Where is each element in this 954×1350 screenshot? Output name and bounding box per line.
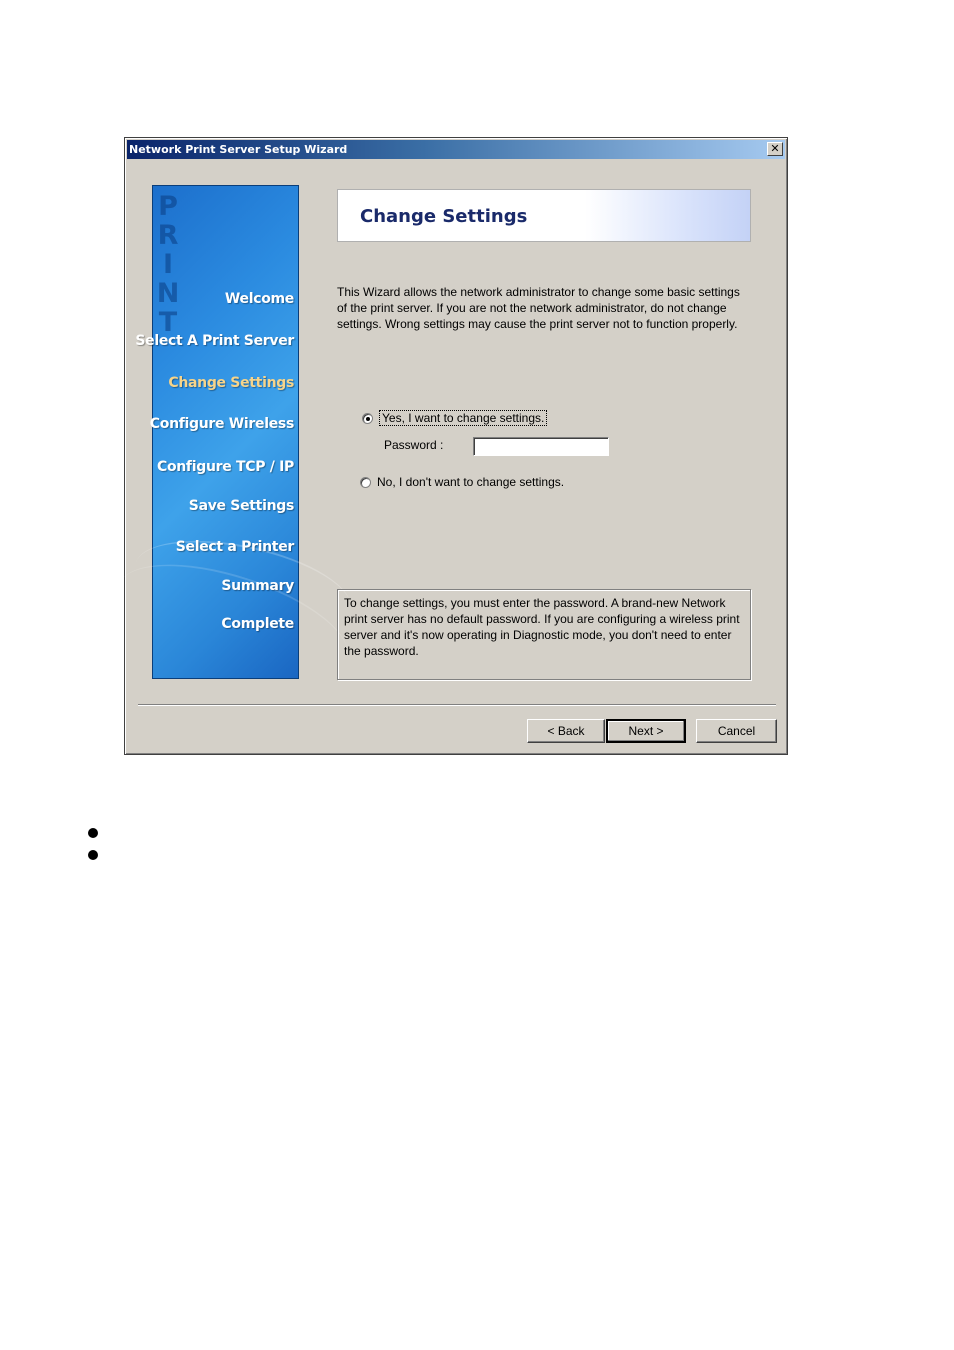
bullet-point [88, 850, 98, 860]
step-select-printer: Select a Printer [175, 539, 294, 555]
divider [138, 704, 776, 706]
watermark-letter: P [158, 191, 178, 222]
step-summary: Summary [221, 578, 294, 594]
wizard-window [124, 137, 788, 755]
next-button[interactable]: Next > [606, 719, 686, 743]
watermark-letter: R [157, 220, 179, 251]
cancel-button[interactable]: Cancel [696, 719, 777, 743]
page-header [337, 189, 751, 242]
radio-yes-label[interactable]: Yes, I want to change settings. [379, 410, 547, 426]
step-welcome: Welcome [224, 291, 294, 307]
radio-no[interactable] [360, 477, 371, 488]
print-watermark [153, 192, 183, 337]
info-box: To change settings, you must enter the password. A brand-new Network print server has no default password. If you are configuring a wireless print server and it's now operating in Diagnostic mode, you don't need to enter the password. [337, 589, 751, 680]
close-icon[interactable]: ✕ [767, 142, 783, 156]
step-configure-tcpip: Configure TCP / IP [156, 459, 294, 475]
watermark-letter: N [156, 278, 180, 309]
step-save-settings: Save Settings [188, 498, 294, 514]
step-complete: Complete [221, 616, 294, 632]
title-bar[interactable] [127, 140, 785, 159]
password-label: Password : [384, 438, 444, 452]
page-title: Change Settings [360, 206, 528, 227]
back-button[interactable]: < Back [527, 719, 605, 743]
step-change-settings: Change Settings [168, 375, 294, 391]
step-select-print-server: Select A Print Server [135, 333, 294, 349]
change-settings-no-option[interactable] [360, 475, 564, 489]
change-settings-yes-option[interactable] [362, 410, 547, 426]
watermark-letter: T [158, 307, 178, 338]
intro-description: This Wizard allows the network administrator to change some basic settings of the print server. If you are not the network administrator, do not change settings. Wrong settings may cause the print server not to function properly. [337, 285, 740, 331]
password-field[interactable] [473, 437, 609, 456]
bullet-point [88, 828, 98, 838]
step-configure-wireless: Configure Wireless [149, 416, 294, 432]
radio-no-label[interactable]: No, I don't want to change settings. [377, 475, 565, 489]
wizard-steps-panel [135, 185, 299, 679]
window-title: Network Print Server Setup Wizard [129, 143, 348, 156]
watermark-letter: I [162, 249, 174, 280]
radio-yes[interactable] [362, 413, 373, 424]
